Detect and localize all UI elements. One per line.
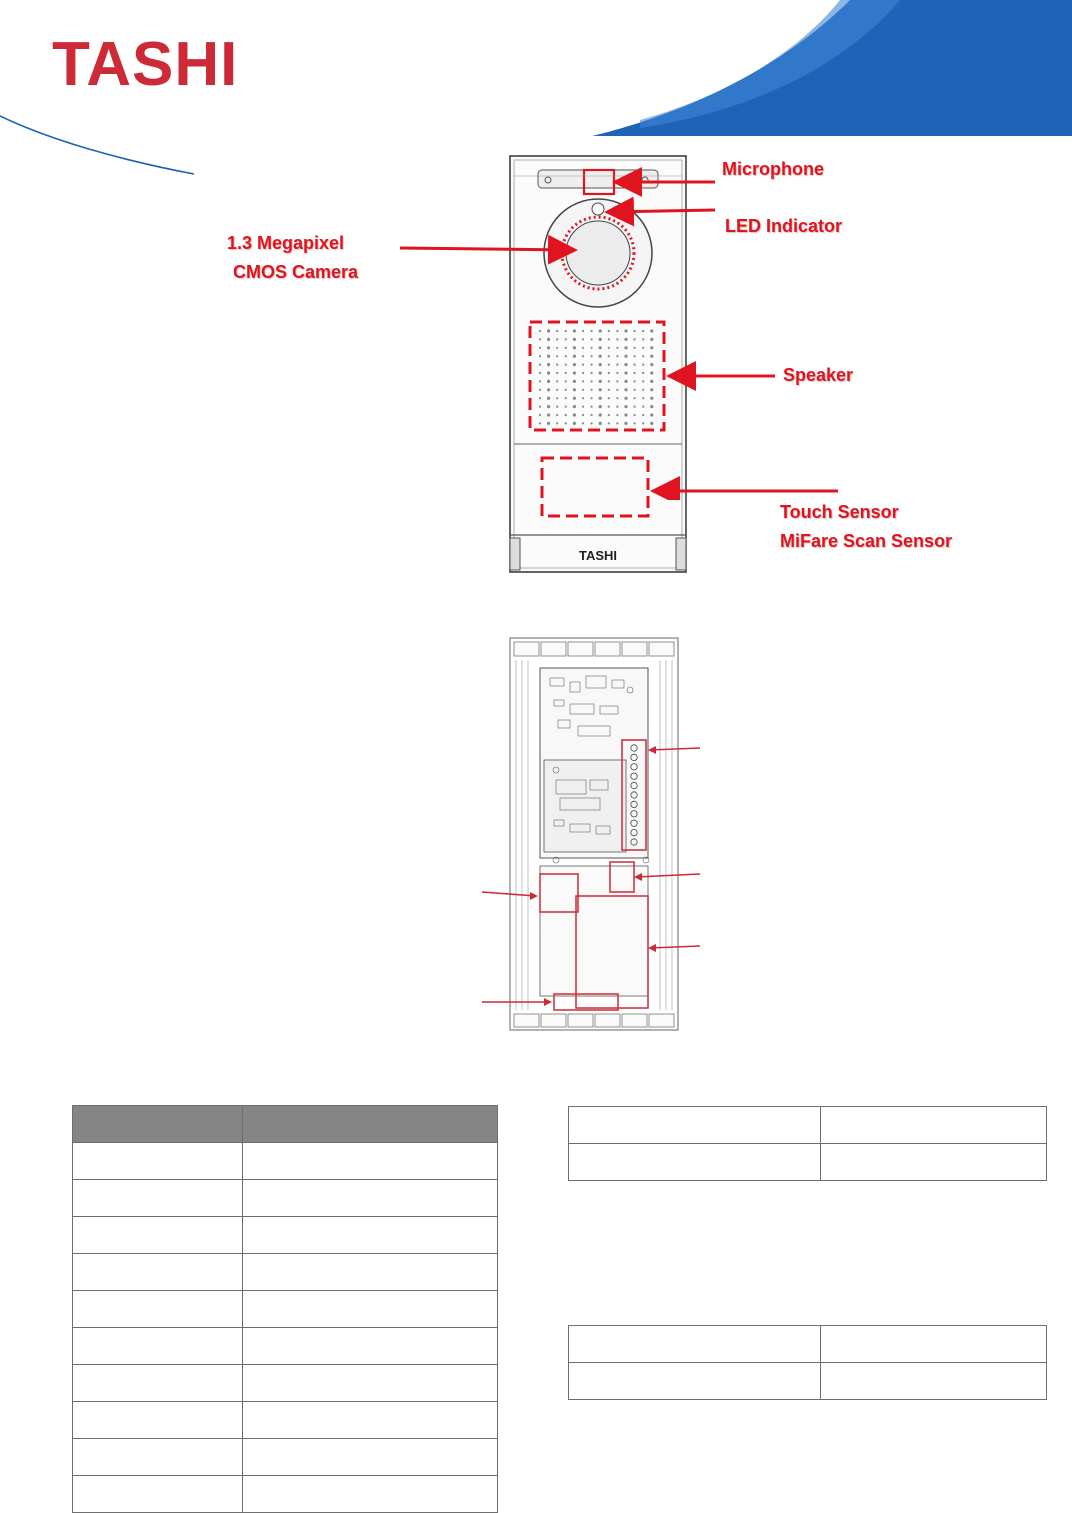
tashi-logo: TASHI [52, 30, 239, 99]
back-pcb-diagram [470, 630, 710, 1040]
table-row [73, 1254, 498, 1291]
table-row [73, 1217, 498, 1254]
table-row [73, 1402, 498, 1439]
callout-camera-line2: CMOS Camera [233, 262, 359, 282]
callout-arrows [390, 160, 850, 500]
table-row [73, 1143, 498, 1180]
table-cell [73, 1254, 243, 1291]
table-header-cell [73, 1106, 243, 1143]
table-row [73, 1476, 498, 1513]
lower-board [540, 866, 648, 996]
table-cell [73, 1476, 243, 1513]
table-cell [73, 1217, 243, 1254]
table-cell [569, 1144, 821, 1181]
table-row [569, 1107, 1047, 1144]
table-cell [73, 1439, 243, 1476]
table-cell [73, 1402, 243, 1439]
table-cell [73, 1180, 243, 1217]
table-cell [243, 1180, 498, 1217]
table-row [73, 1291, 498, 1328]
table-row [73, 1365, 498, 1402]
table-cell [821, 1363, 1047, 1400]
table-cell [73, 1365, 243, 1402]
camera-arrow [400, 248, 572, 250]
table-cell [243, 1476, 498, 1513]
table-row [569, 1326, 1047, 1363]
table-cell [73, 1291, 243, 1328]
table-cell [569, 1326, 821, 1363]
table-cell [821, 1107, 1047, 1144]
table-row [73, 1328, 498, 1365]
spec-table-right-bottom [568, 1325, 1047, 1400]
table-cell [243, 1365, 498, 1402]
table-row [73, 1180, 498, 1217]
table-cell [821, 1326, 1047, 1363]
table-cell [569, 1363, 821, 1400]
table-cell [243, 1291, 498, 1328]
device-brand-label: TASHI [578, 548, 618, 563]
callout-speaker: Speaker [783, 365, 854, 385]
sub-board [544, 760, 626, 852]
table-cell [243, 1402, 498, 1439]
table-cell [821, 1144, 1047, 1181]
table-cell [73, 1143, 243, 1180]
thin-blue-curve [0, 116, 194, 174]
callout-mifare: MiFare Scan Sensor [780, 531, 953, 551]
callout-camera-line1: 1.3 Megapixel [227, 233, 345, 253]
callout-touch-sensor: Touch Sensor [780, 502, 899, 522]
led-arrow [610, 210, 715, 212]
table-cell [243, 1439, 498, 1476]
spec-table-main [72, 1105, 498, 1513]
table-cell [243, 1328, 498, 1365]
table-header-cell [243, 1106, 498, 1143]
table-row [569, 1144, 1047, 1181]
table-cell [243, 1254, 498, 1291]
table-header-row [73, 1106, 498, 1143]
spec-table-right-top [568, 1106, 1047, 1181]
table-cell [569, 1107, 821, 1144]
callout-microphone: Microphone [722, 159, 824, 179]
table-cell [243, 1217, 498, 1254]
table-cell [73, 1328, 243, 1365]
table-row [569, 1363, 1047, 1400]
table-cell [243, 1143, 498, 1180]
callout-led-indicator: LED Indicator [725, 216, 843, 236]
table-row [73, 1439, 498, 1476]
